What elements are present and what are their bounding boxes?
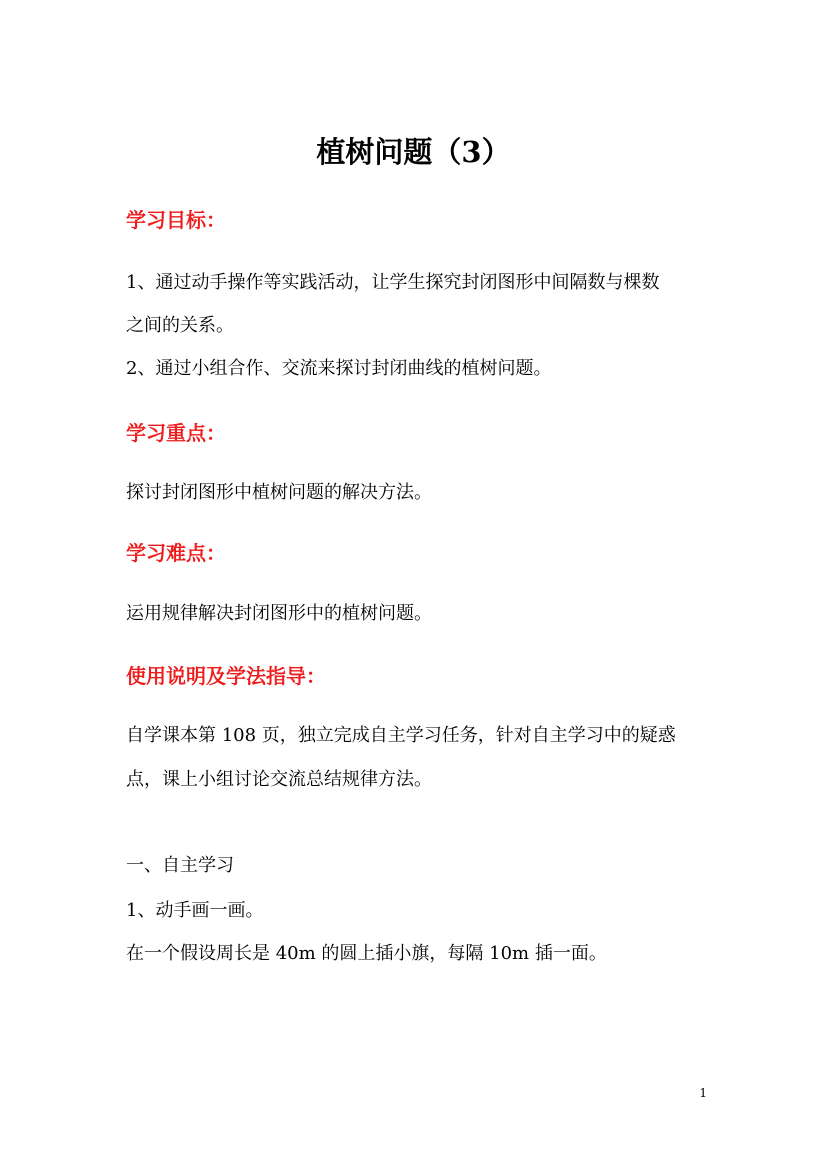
- key-points-text: 探讨封闭图形中植树问题的解决方法。: [126, 482, 432, 503]
- instructions-heading: 使用说明及学法指导：: [126, 664, 326, 688]
- objective-item-1-line-1: 1、通过动手操作等实践活动，让学生探究封闭图形中间隔数与棵数: [126, 272, 660, 293]
- page-title: 植树问题（3）: [316, 135, 511, 169]
- objective-item-1-line-2: 之间的关系。: [126, 315, 234, 336]
- self-study-item-1-text: 在一个假设周长是 40m 的圆上插小旗，每隔 10m 插一面。: [126, 943, 607, 964]
- objective-item-2: 2、通过小组合作、交流来探讨封闭曲线的植树问题。: [126, 358, 552, 379]
- difficulties-heading: 学习难点：: [126, 541, 226, 565]
- difficulties-text: 运用规律解决封闭图形中的植树问题。: [126, 603, 432, 624]
- self-study-item-1: 1、动手画一画。: [126, 900, 264, 921]
- instructions-line-1: 自学课本第 108 页，独立完成自主学习任务，针对自主学习中的疑惑: [126, 725, 676, 746]
- instructions-line-2: 点，课上小组讨论交流总结规律方法。: [126, 769, 432, 790]
- page-number: 1: [699, 1086, 707, 1100]
- objectives-heading: 学习目标：: [126, 208, 226, 232]
- key-points-heading: 学习重点：: [126, 421, 226, 445]
- self-study-heading: 一、自主学习: [126, 855, 234, 876]
